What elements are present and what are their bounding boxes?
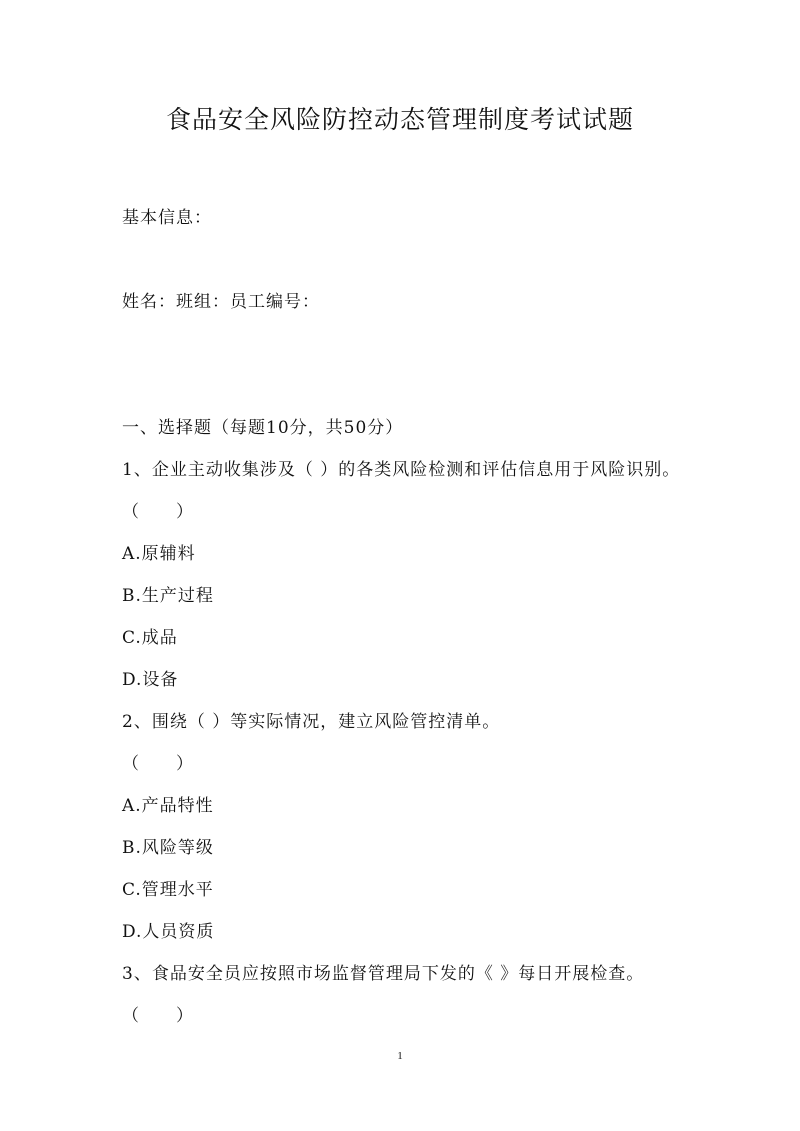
answer-blank: （ ） (122, 1006, 194, 1026)
page-number: 1 (397, 1050, 403, 1062)
question-stem: 2、围绕（ ）等实际情况，建立风险管控清单。 (122, 712, 501, 732)
answer-blank: （ ） (122, 754, 194, 774)
option-d: D.人员资质 (122, 922, 215, 942)
option-c: C.成品 (122, 628, 178, 648)
option-b: B.生产过程 (122, 586, 214, 606)
option-c: C.管理水平 (122, 880, 214, 900)
option-a: A.产品特性 (122, 796, 214, 816)
question-stem: 3、食品安全员应按照市场监督管理局下发的《 》每日开展检查。 (122, 964, 645, 984)
option-b: B.风险等级 (122, 838, 214, 858)
option-d: D.设备 (122, 670, 179, 690)
personal-fields: 姓名：班组：员工编号： (122, 292, 320, 312)
option-a: A.原辅料 (122, 544, 196, 564)
section-heading: 一、选择题（每题10分，共50分） (122, 418, 404, 438)
answer-blank: （ ） (122, 502, 194, 522)
question-stem: 1、企业主动收集涉及（ ）的各类风险检测和评估信息用于风险识别。 (122, 460, 681, 480)
exam-title: 食品安全风险防控动态管理制度考试试题 (165, 105, 634, 134)
basic-info-label: 基本信息： (122, 208, 212, 228)
